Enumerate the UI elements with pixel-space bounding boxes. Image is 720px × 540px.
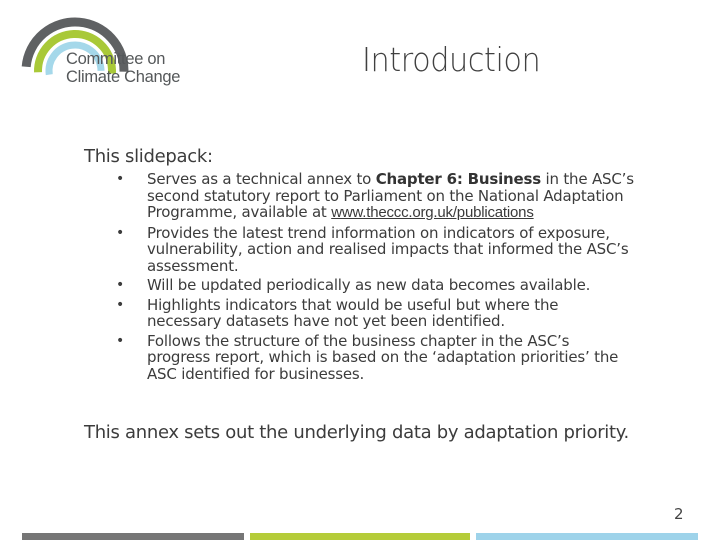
bullet-text-pre: Serves as a technical annex to xyxy=(147,170,376,188)
bullet-item xyxy=(116,277,636,294)
bullet-text: Will be updated periodically as new data becomes available. xyxy=(147,276,591,294)
bullet-item xyxy=(116,171,636,222)
footer-bar-gray xyxy=(22,533,244,540)
bullet-list xyxy=(116,171,636,385)
bullet-item xyxy=(116,333,636,383)
page-number: 2 xyxy=(674,505,684,523)
bullet-icon: • xyxy=(116,171,125,187)
publications-link[interactable]: www.theccc.org.uk/publications xyxy=(331,204,534,221)
bullet-text-post: in the ASC’s second statutory report to Parliament on the National Adaptation Programme, available at xyxy=(147,170,634,221)
bullet-item xyxy=(116,225,636,275)
logo-line1: Committee on xyxy=(66,50,166,68)
intro-text: This slidepack: xyxy=(84,146,213,167)
logo-line2: Climate Change xyxy=(66,68,181,86)
closing-text: This annex sets out the underlying data by adaptation priority. xyxy=(84,422,629,443)
bullet-icon: • xyxy=(116,332,125,349)
slide-title: Introduction xyxy=(362,40,541,79)
bullet-text-bold: Chapter 6: Business xyxy=(375,170,541,188)
bullet-text: Highlights indicators that would be useful but where the necessary datasets have not yet been identified. xyxy=(147,295,559,330)
bullet-item xyxy=(116,297,636,330)
footer-bar-green xyxy=(250,533,470,540)
bullet-text: Follows the structure of the business chapter in the ASC’s progress report, which is based on the ‘adaptation priorities’ the ASC identified for businesses. xyxy=(147,331,619,383)
bullet-text: Provides the latest trend information on indicators of exposure, vulnerability, action and realised impacts that informed the ASC’s assessment. xyxy=(147,223,629,275)
bullet-icon: • xyxy=(116,224,125,241)
logo-wordmark xyxy=(66,50,180,86)
bullet-icon: • xyxy=(116,277,125,293)
bullet-icon: • xyxy=(116,296,125,313)
footer-bar-blue xyxy=(476,533,698,540)
